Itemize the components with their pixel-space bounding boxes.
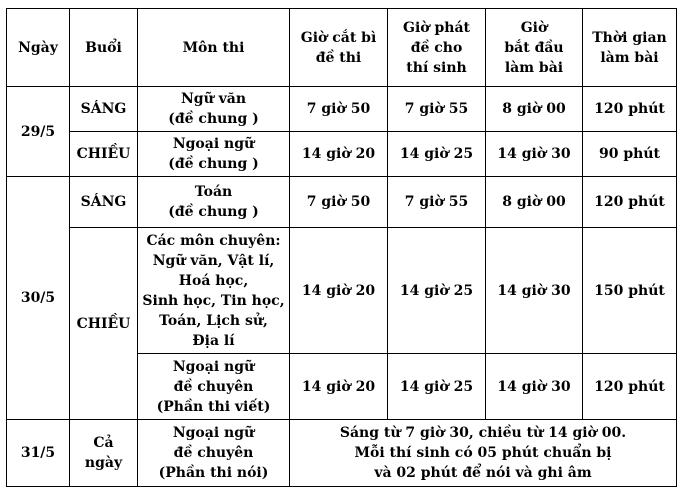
header-gio-phat: Giờ phát đề cho thí sinh: [388, 9, 486, 87]
table-row: [7, 132, 677, 177]
start-time-cell: 14 giờ 30: [486, 228, 583, 354]
subject-cell: Toán (đề chung ): [138, 177, 290, 228]
duration-cell: 90 phút: [583, 132, 677, 177]
subject-cell: Ngữ văn (đề chung ): [138, 87, 290, 132]
subject-cell: Ngoại ngữ (đề chung ): [138, 132, 290, 177]
oral-exam-note: Sáng từ 7 giờ 30, chiều từ 14 giờ 00. Mỗi thí sinh có 05 phút chuẩn bị và 02 phút để nói và ghi âm: [290, 420, 677, 487]
subject-cell: Các môn chuyên: Ngữ văn, Vật lí, Hoá học, Sinh học, Tin học, Toán, Lịch sử, Địa lí: [138, 228, 290, 354]
subject-cell: Ngoại ngữ đề chuyên (Phần thi viết): [138, 354, 290, 420]
duration-cell: 150 phút: [583, 228, 677, 354]
duration-cell: 120 phút: [583, 354, 677, 420]
start-time-cell: 14 giờ 30: [486, 132, 583, 177]
header-thoi-gian: Thời gian làm bài: [583, 9, 677, 87]
day-cell: 31/5: [7, 420, 70, 487]
subject-cell: Ngoại ngữ đề chuyên (Phần thi nói): [138, 420, 290, 487]
seal-time-cell: 14 giờ 20: [290, 354, 388, 420]
distribute-time-cell: 14 giờ 25: [388, 354, 486, 420]
session-cell: CHIỀU: [70, 132, 138, 177]
session-cell: SÁNG: [70, 177, 138, 228]
distribute-time-cell: 7 giờ 55: [388, 177, 486, 228]
start-time-cell: 14 giờ 30: [486, 354, 583, 420]
session-cell: SÁNG: [70, 87, 138, 132]
header-gio-bat-dau: Giờ bắt đầu làm bài: [486, 9, 583, 87]
day-cell: 29/5: [7, 87, 70, 177]
table-row: [7, 228, 677, 354]
seal-time-cell: 14 giờ 20: [290, 228, 388, 354]
header-ngay: Ngày: [7, 9, 70, 87]
header-buoi: Buổi: [70, 9, 138, 87]
distribute-time-cell: 14 giờ 25: [388, 132, 486, 177]
start-time-cell: 8 giờ 00: [486, 87, 583, 132]
seal-time-cell: 7 giờ 50: [290, 177, 388, 228]
table-row: [7, 87, 677, 132]
duration-cell: 120 phút: [583, 87, 677, 132]
session-cell: CHIỀU: [70, 228, 138, 420]
header-row: [7, 9, 677, 87]
exam-schedule-table: [6, 8, 677, 487]
table-row: [7, 177, 677, 228]
distribute-time-cell: 14 giờ 25: [388, 228, 486, 354]
seal-time-cell: 14 giờ 20: [290, 132, 388, 177]
session-cell: Cả ngày: [70, 420, 138, 487]
header-mon-thi: Môn thi: [138, 9, 290, 87]
table-row: [7, 420, 677, 487]
header-gio-cat-bi: Giờ cắt bì đề thi: [290, 9, 388, 87]
start-time-cell: 8 giờ 00: [486, 177, 583, 228]
duration-cell: 120 phút: [583, 177, 677, 228]
seal-time-cell: 7 giờ 50: [290, 87, 388, 132]
distribute-time-cell: 7 giờ 55: [388, 87, 486, 132]
day-cell: 30/5: [7, 177, 70, 420]
